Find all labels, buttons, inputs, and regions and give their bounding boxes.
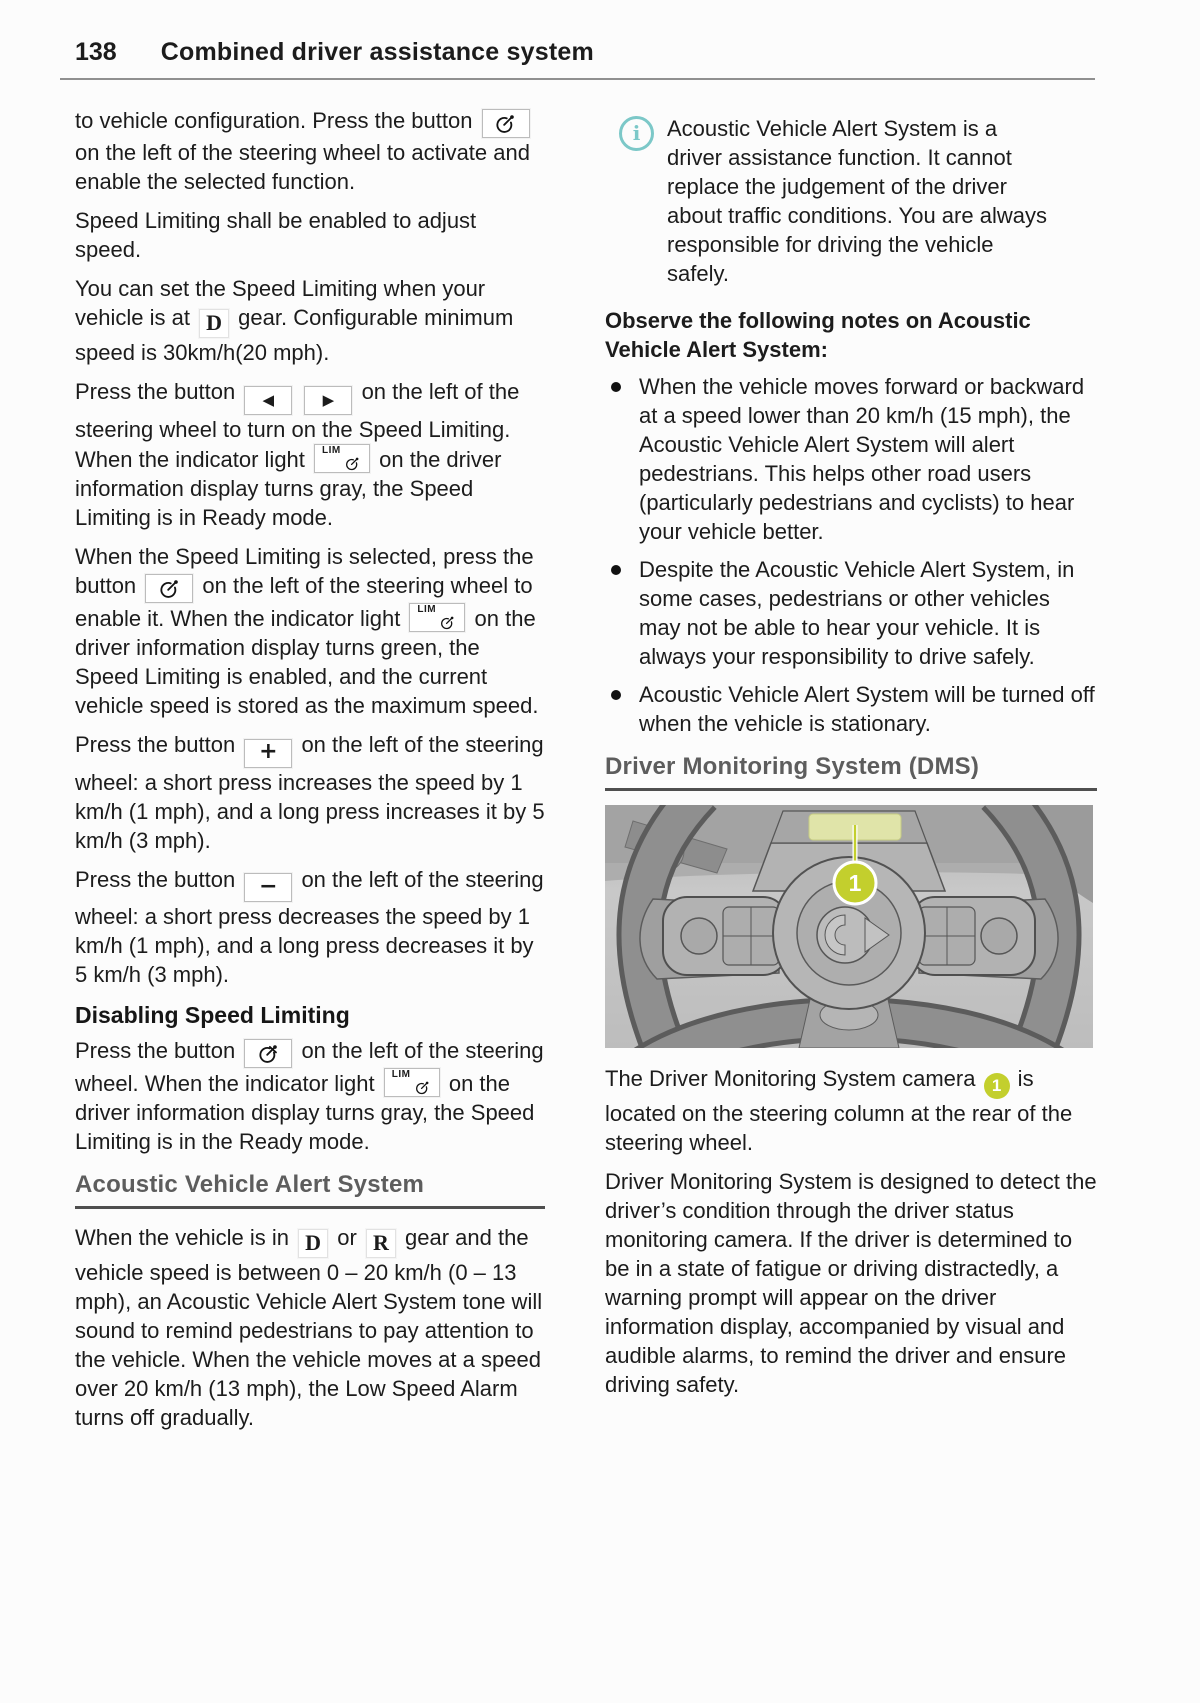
subheading: Disabling Speed Limiting	[75, 1002, 350, 1028]
section-heading: Acoustic Vehicle Alert System	[75, 1170, 545, 1209]
right-button-pod	[911, 897, 1035, 975]
paragraph	[75, 730, 545, 855]
arrow-left-button	[244, 386, 292, 415]
callout-1-badge	[834, 862, 876, 904]
text-run: gear. Configurable minimum speed is 30km/h(20 mph).	[75, 305, 514, 365]
lim-label: LIM	[417, 604, 437, 615]
lim-indicator-light	[314, 444, 370, 473]
paragraph	[605, 1167, 1097, 1399]
plus-icon: +	[259, 739, 278, 764]
text-run: on the left of the steering wheel: a short press decreases the speed by 1 km/h (1 mph), and a long press decreases it by 5 km/h (3 mph).	[75, 866, 544, 987]
lim-label: LIM	[391, 1069, 411, 1080]
text-run: When the vehicle moves forward or backward at a speed lower than 20 km/h (15 mph), the Acoustic Vehicle Alert System will alert pedestrians. This helps other road users (particularly pedestrians and cyclists) to hear your vehicle better.	[639, 374, 1085, 544]
section-heading: Driver Monitoring System (DMS)	[605, 752, 1097, 791]
lim-label: LIM	[322, 445, 341, 456]
text-run: Acoustic Vehicle Alert System will be turned off when the vehicle is stationary.	[639, 682, 1095, 736]
text-run: Driver Monitoring System is designed to detect the driver’s condition through the driver status monitoring camera. If the driver is determined to be in a state of fatigue or driving distractedly, a warning prompt will appear on the driver information display, accompanied by visual and audible alarms, to remind the driver and ensure driving safety.	[605, 1168, 1097, 1397]
text-run: on the left of the steering wheel to enable it. When the indicator light	[75, 573, 533, 631]
speedometer-icon	[345, 456, 360, 471]
speedometer-button	[482, 109, 530, 138]
text-run: on the left of the steering wheel to activate and enable the selected function.	[75, 140, 530, 194]
text-run: or	[331, 1225, 363, 1250]
speedometer-icon	[495, 113, 516, 134]
left-column	[75, 106, 545, 1442]
paragraph	[75, 1036, 545, 1156]
arrow-right-button	[304, 386, 352, 415]
camera-number-badge: 1	[984, 1073, 1010, 1099]
text-run: Press the button	[75, 866, 242, 892]
right-column	[605, 106, 1097, 1409]
text-run: is located on the steering column at the rear of the steering wheel.	[605, 1066, 1073, 1155]
gear-badge-r: R	[366, 1229, 396, 1258]
note-text	[667, 114, 1049, 288]
speedometer-off-icon	[258, 1043, 279, 1064]
paragraph	[605, 1064, 1097, 1157]
text-run: on the driver information display turns gray, the Speed Limiting is in the Ready mode.	[75, 1071, 535, 1154]
lim-indicator-light	[409, 603, 465, 632]
bold-paragraph	[605, 306, 1097, 364]
paragraph	[75, 206, 545, 264]
speedometer-button	[145, 574, 193, 603]
text-run: on the left of the steering wheel: a short press increases the speed by 1 km/h (1 mph), and a long press increases it by 5 km/h (3 mph).	[75, 732, 545, 853]
paragraph	[75, 274, 545, 367]
text-run: The Driver Monitoring System camera	[605, 1066, 982, 1091]
figure-steering-wheel	[605, 805, 1093, 1048]
gear-badge-d: D	[199, 309, 229, 338]
text-run: Despite the Acoustic Vehicle Alert System, in some cases, pedestrians or other vehicles may not be able to hear your vehicle. It is always your responsibility to drive safely.	[639, 557, 1075, 669]
speedometer-off-button	[244, 1039, 292, 1068]
list-item	[611, 680, 1097, 738]
steering-wheel-illustration	[605, 805, 1093, 1048]
page-title: Combined driver assistance system	[160, 38, 594, 66]
speedometer-icon	[415, 1080, 430, 1095]
gear-badge-d: D	[298, 1229, 328, 1258]
speedometer-icon	[159, 578, 180, 599]
arrow-right-icon: ▶	[322, 391, 335, 409]
page-number: 138	[75, 38, 117, 66]
text-run: Observe the following notes on Acoustic Vehicle Alert System:	[605, 308, 1031, 362]
text-run: When the vehicle is in	[75, 1225, 296, 1250]
text-run: Press the button	[75, 379, 242, 404]
text-run: Press the button	[75, 1038, 242, 1063]
minus-button	[244, 873, 292, 902]
left-button-pod	[663, 897, 787, 975]
text-run: Press the button	[75, 732, 242, 757]
info-note	[605, 114, 1097, 288]
lim-indicator-light	[384, 1068, 440, 1097]
minus-icon: −	[259, 873, 278, 899]
text-run: Acoustic Vehicle Alert System is a driver assistance function. It cannot replace the judgement of the driver about traffic conditions. You are always responsible for driving the vehicle safely.	[667, 116, 1047, 286]
list-item	[611, 555, 1097, 671]
text-run: on the driver information display turns green, the Speed Limiting is enabled, and the current vehicle speed is stored as the maximum speed.	[75, 606, 539, 718]
text-run: You can set the Speed Limiting when your vehicle is at	[75, 276, 486, 330]
text-run	[295, 379, 301, 404]
list-item	[611, 372, 1097, 546]
arrow-left-icon: ◀	[262, 391, 275, 409]
header-rule	[60, 78, 1095, 80]
text-run: to vehicle configuration. Press the button	[75, 108, 479, 133]
info-icon: i	[619, 116, 654, 151]
speedometer-icon	[440, 615, 455, 630]
paragraph	[75, 865, 545, 990]
text-run: on the driver information display turns gray, the Speed Limiting is in Ready mode.	[75, 447, 502, 530]
plus-button	[244, 739, 292, 768]
text-run: gear and the vehicle speed is between 0 – 20 km/h (0 – 13 mph), an Acoustic Vehicle Alert System tone will sound to remind pedestrians to pay attention to the vehicle. When the vehicle moves at a speed over 20 km/h (13 mph), the Low Speed Alarm turns off gradually.	[75, 1225, 543, 1430]
text-run: on the left of the steering wheel to turn on the Speed Limiting. When the indicator light	[75, 379, 520, 472]
paragraph	[75, 377, 545, 532]
page-header	[75, 38, 594, 67]
text-run: Speed Limiting shall be enabled to adjust speed.	[75, 208, 477, 262]
callout-number: 1	[848, 870, 862, 896]
paragraph	[75, 1223, 545, 1432]
paragraph	[75, 542, 545, 720]
text-run: on the left of the steering wheel. When the indicator light	[75, 1038, 544, 1096]
bullet-list	[605, 372, 1097, 738]
paragraph	[75, 106, 545, 196]
text-run: When the Speed Limiting is selected, press the button	[75, 544, 534, 598]
